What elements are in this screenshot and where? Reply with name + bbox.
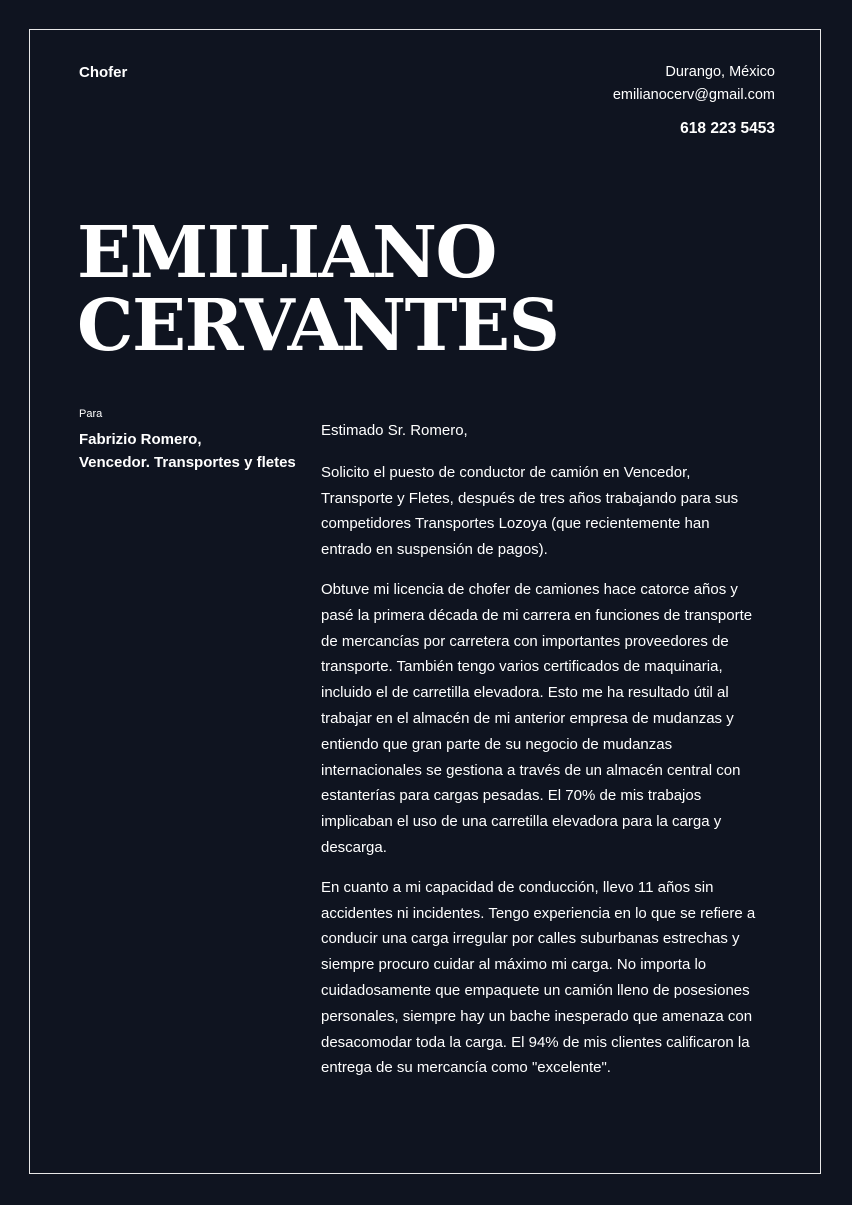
recipient-name: Fabrizio Romero, <box>79 431 202 448</box>
first-name: EMILIANO <box>77 210 496 294</box>
phone: 618 223 5453 <box>680 120 775 137</box>
job-title: Chofer <box>79 64 128 81</box>
recipient-company: Vencedor. Transportes y fletes <box>79 454 296 471</box>
location: Durango, México <box>665 64 775 80</box>
paragraph: En cuanto a mi capacidad de conducción, llevo 11 años sin accidentes ni incidentes. Tengo experiencia en lo que se refiere a conducir una carga irregular por calles suburbanas estrechas y siempre procuro cuidar al máximo mi carga. No importa lo cuidadosamente que empaquete un camión lleno de posesiones personales, siempre hay un bache inesperado que amenaza con desacomodar toda la carga. El 94% de mis clientes calificaron la entrega de su mercancía como "excelente". <box>321 878 756 1077</box>
last-name: CERVANTES <box>77 283 559 367</box>
contact-info <box>613 61 775 140</box>
email: emilianocerv@gmail.com <box>612 87 775 103</box>
greeting: Estimado Sr. Romero, <box>321 422 468 439</box>
recipient-block <box>79 408 296 474</box>
letter-body <box>321 418 761 1095</box>
paragraph: Solicito el puesto de conductor de camión en Vencedor, Transporte y Fletes, después de tres años trabajando para sus competidores Transportes Lozoya (que recientemente han entrado en suspensión de pagos). <box>321 463 739 559</box>
paragraph: Obtuve mi licencia de chofer de camiones hace catorce años y pasé la primera década de mi carrera en funciones de transporte de mercancías por carretera con importantes proveedores de transporte. También tengo varios certificados de maquinaria, incluido el de carretilla elevadora. Esto me ha resultado útil al trabajar en el almacén de mi anterior empresa de mudanzas y entiendo que gran parte de su negocio de mudanzas internacionales se gestiona a través de un almacén central con estanterías para cargas pesadas. El 70% de mis trabajos implicaban el uso de una carretilla elevadora para la carga y descarga. <box>321 580 753 856</box>
recipient-label: Para <box>79 408 103 420</box>
applicant-name <box>77 210 559 367</box>
